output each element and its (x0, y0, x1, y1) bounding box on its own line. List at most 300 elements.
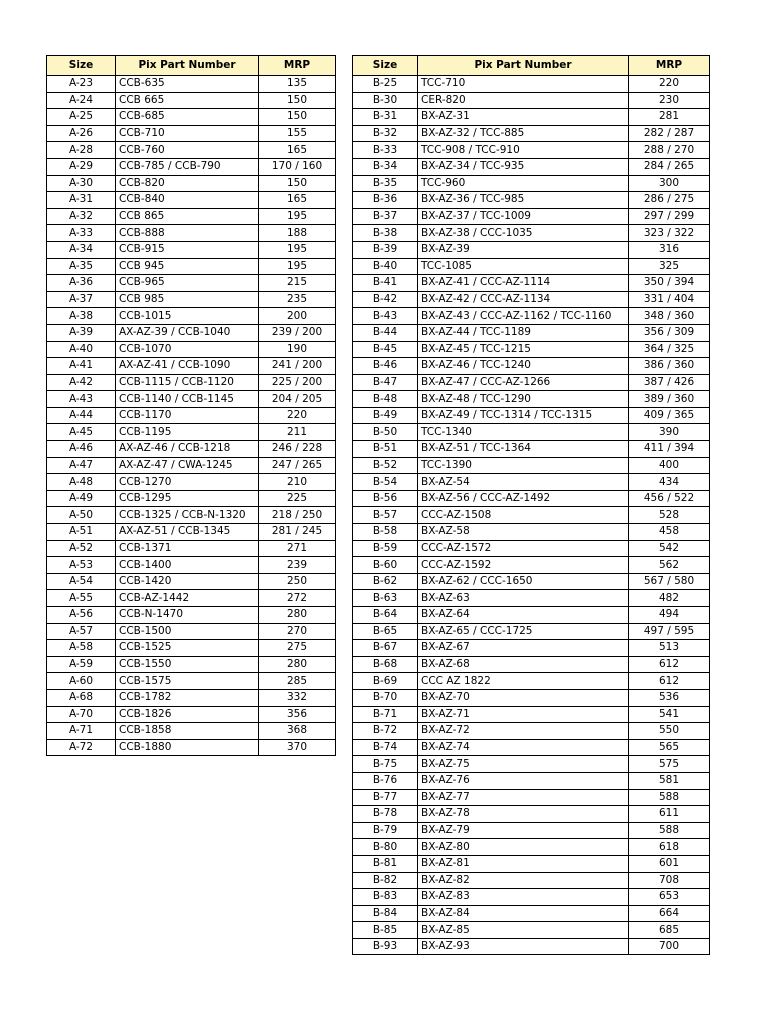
table-row (47, 324, 336, 341)
part-number-cell: CCB 865 (116, 208, 259, 225)
part-number-cell: CCB-1575 (116, 673, 259, 690)
size-cell: B-71 (353, 706, 418, 723)
part-number-cell: BX-AZ-77 (418, 789, 629, 806)
table-row (47, 590, 336, 607)
table-row (47, 175, 336, 192)
table-row (47, 490, 336, 507)
header-size: Size (47, 56, 116, 76)
part-number-cell: BX-AZ-42 / CCC-AZ-1134 (418, 291, 629, 308)
part-number-cell: BX-AZ-48 / TCC-1290 (418, 391, 629, 408)
part-number-cell: CCB 665 (116, 92, 259, 109)
part-number-cell: BX-AZ-39 (418, 241, 629, 258)
header-part-number: Pix Part Number (418, 56, 629, 76)
size-cell: A-60 (47, 673, 116, 690)
table-row (353, 324, 710, 341)
mrp-cell: 200 (259, 308, 336, 325)
size-cell: A-25 (47, 109, 116, 126)
mrp-cell: 332 (259, 689, 336, 706)
part-number-cell: CCC AZ 1822 (418, 673, 629, 690)
mrp-cell: 270 (259, 623, 336, 640)
part-number-cell: BX-AZ-38 / CCC-1035 (418, 225, 629, 242)
table-row (47, 640, 336, 657)
size-cell: A-43 (47, 391, 116, 408)
mrp-cell: 411 / 394 (629, 441, 710, 458)
table-row (353, 607, 710, 624)
size-cell: B-42 (353, 291, 418, 308)
part-number-cell: BX-AZ-41 / CCC-AZ-1114 (418, 275, 629, 292)
size-cell: A-26 (47, 125, 116, 142)
part-number-cell: CCB-1325 / CCB-N-1320 (116, 507, 259, 524)
header-mrp: MRP (259, 56, 336, 76)
mrp-cell: 220 (259, 407, 336, 424)
part-number-cell: BX-AZ-85 (418, 922, 629, 939)
table-row (353, 507, 710, 524)
mrp-cell: 239 / 200 (259, 324, 336, 341)
table-row (353, 76, 710, 93)
table-row (353, 125, 710, 142)
table-row (353, 889, 710, 906)
table-row (47, 706, 336, 723)
size-cell: A-58 (47, 640, 116, 657)
mrp-cell: 356 (259, 706, 336, 723)
table-row (47, 507, 336, 524)
table-row (353, 540, 710, 557)
table-b-body (353, 76, 710, 955)
part-number-cell: CCB-1140 / CCB-1145 (116, 391, 259, 408)
table-row (47, 673, 336, 690)
part-number-cell: CCB-1782 (116, 689, 259, 706)
size-cell: B-54 (353, 474, 418, 491)
table-row (47, 557, 336, 574)
mrp-cell: 434 (629, 474, 710, 491)
size-cell: A-53 (47, 557, 116, 574)
size-cell: A-23 (47, 76, 116, 93)
mrp-cell: 300 (629, 175, 710, 192)
size-cell: A-40 (47, 341, 116, 358)
size-cell: B-93 (353, 938, 418, 955)
mrp-cell: 285 (259, 673, 336, 690)
size-cell: A-57 (47, 623, 116, 640)
mrp-cell: 288 / 270 (629, 142, 710, 159)
size-cell: B-82 (353, 872, 418, 889)
table-row (353, 922, 710, 939)
size-cell: B-58 (353, 524, 418, 541)
size-cell: A-38 (47, 308, 116, 325)
mrp-cell: 370 (259, 739, 336, 756)
part-number-cell: BX-AZ-31 (418, 109, 629, 126)
size-cell: B-80 (353, 839, 418, 856)
part-number-cell: CCB-1295 (116, 490, 259, 507)
table-row (47, 76, 336, 93)
size-cell: A-51 (47, 524, 116, 541)
size-cell: B-46 (353, 358, 418, 375)
table-row (353, 358, 710, 375)
table-row (47, 474, 336, 491)
size-cell: B-64 (353, 607, 418, 624)
part-number-cell: AX-AZ-47 / CWA-1245 (116, 457, 259, 474)
part-number-cell: BX-AZ-45 / TCC-1215 (418, 341, 629, 358)
size-cell: A-34 (47, 241, 116, 258)
mrp-cell: 612 (629, 673, 710, 690)
table-row (47, 391, 336, 408)
size-cell: B-84 (353, 905, 418, 922)
part-number-cell: TCC-1340 (418, 424, 629, 441)
table-row (353, 109, 710, 126)
size-cell: B-63 (353, 590, 418, 607)
size-cell: B-60 (353, 557, 418, 574)
size-cell: A-44 (47, 407, 116, 424)
mrp-cell: 409 / 365 (629, 407, 710, 424)
part-number-cell: CCB 945 (116, 258, 259, 275)
size-cell: B-76 (353, 772, 418, 789)
mrp-cell: 316 (629, 241, 710, 258)
part-number-cell: TCC-1390 (418, 457, 629, 474)
mrp-cell: 135 (259, 76, 336, 93)
part-number-cell: CCB-888 (116, 225, 259, 242)
mrp-cell: 458 (629, 524, 710, 541)
part-number-cell: CCC-AZ-1508 (418, 507, 629, 524)
table-row (47, 723, 336, 740)
size-cell: B-59 (353, 540, 418, 557)
part-number-cell: BX-AZ-83 (418, 889, 629, 906)
part-number-cell: CCB-N-1470 (116, 607, 259, 624)
table-row (47, 258, 336, 275)
mrp-cell: 150 (259, 92, 336, 109)
mrp-cell: 272 (259, 590, 336, 607)
table-row (353, 424, 710, 441)
table-row (47, 275, 336, 292)
mrp-cell: 618 (629, 839, 710, 856)
part-number-cell: BX-AZ-46 / TCC-1240 (418, 358, 629, 375)
mrp-cell: 387 / 426 (629, 374, 710, 391)
mrp-cell: 685 (629, 922, 710, 939)
part-number-cell: AX-AZ-51 / CCB-1345 (116, 524, 259, 541)
size-cell: A-49 (47, 490, 116, 507)
part-number-cell: BX-AZ-67 (418, 640, 629, 657)
part-number-cell: CCB-1270 (116, 474, 259, 491)
mrp-cell: 271 (259, 540, 336, 557)
table-row (47, 341, 336, 358)
part-number-cell: BX-AZ-81 (418, 855, 629, 872)
size-cell: B-70 (353, 689, 418, 706)
mrp-cell: 241 / 200 (259, 358, 336, 375)
size-cell: B-45 (353, 341, 418, 358)
size-cell: B-40 (353, 258, 418, 275)
mrp-cell: 188 (259, 225, 336, 242)
size-cell: A-48 (47, 474, 116, 491)
mrp-cell: 536 (629, 689, 710, 706)
part-number-cell: BX-AZ-49 / TCC-1314 / TCC-1315 (418, 407, 629, 424)
table-row (47, 125, 336, 142)
size-cell: B-25 (353, 76, 418, 93)
size-cell: B-67 (353, 640, 418, 657)
mrp-cell: 225 / 200 (259, 374, 336, 391)
table-row (353, 673, 710, 690)
mrp-cell: 541 (629, 706, 710, 723)
table-row (47, 739, 336, 756)
mrp-cell: 601 (629, 855, 710, 872)
mrp-cell: 155 (259, 125, 336, 142)
mrp-cell: 211 (259, 424, 336, 441)
table-row (353, 241, 710, 258)
table-row (47, 92, 336, 109)
part-number-cell: BX-AZ-79 (418, 822, 629, 839)
mrp-cell: 588 (629, 789, 710, 806)
table-row (353, 739, 710, 756)
table-row (353, 723, 710, 740)
mrp-cell: 165 (259, 142, 336, 159)
mrp-cell: 325 (629, 258, 710, 275)
table-row (47, 225, 336, 242)
table-row (353, 772, 710, 789)
table-row (353, 806, 710, 823)
part-number-cell: BX-AZ-37 / TCC-1009 (418, 208, 629, 225)
mrp-cell: 575 (629, 756, 710, 773)
mrp-cell: 567 / 580 (629, 573, 710, 590)
size-cell: B-47 (353, 374, 418, 391)
table-row (47, 424, 336, 441)
part-number-cell: AX-AZ-39 / CCB-1040 (116, 324, 259, 341)
table-row (353, 474, 710, 491)
part-number-cell: CCB-820 (116, 175, 259, 192)
header-part-number: Pix Part Number (116, 56, 259, 76)
mrp-cell: 513 (629, 640, 710, 657)
size-cell: B-69 (353, 673, 418, 690)
part-number-cell: CCC-AZ-1592 (418, 557, 629, 574)
table-row (353, 192, 710, 209)
table-row (353, 789, 710, 806)
part-number-cell: CCB-1371 (116, 540, 259, 557)
size-cell: B-57 (353, 507, 418, 524)
table-row (353, 839, 710, 856)
part-number-cell: TCC-710 (418, 76, 629, 93)
table-row (353, 656, 710, 673)
part-number-cell: CCB-1015 (116, 308, 259, 325)
table-header-row (353, 56, 710, 76)
part-number-cell: BX-AZ-51 / TCC-1364 (418, 441, 629, 458)
table-row (353, 275, 710, 292)
mrp-cell: 286 / 275 (629, 192, 710, 209)
size-cell: A-59 (47, 656, 116, 673)
part-number-cell: BX-AZ-43 / CCC-AZ-1162 / TCC-1160 (418, 308, 629, 325)
part-number-cell: CCB-1420 (116, 573, 259, 590)
table-row (47, 573, 336, 590)
price-table-a (46, 55, 336, 756)
part-number-cell: CCB-1195 (116, 424, 259, 441)
part-number-cell: BX-AZ-74 (418, 739, 629, 756)
mrp-cell: 280 (259, 607, 336, 624)
mrp-cell: 331 / 404 (629, 291, 710, 308)
part-number-cell: BX-AZ-58 (418, 524, 629, 541)
table-header-row (47, 56, 336, 76)
part-number-cell: CCB-760 (116, 142, 259, 159)
mrp-cell: 494 (629, 607, 710, 624)
table-row (353, 524, 710, 541)
table-row (47, 142, 336, 159)
mrp-cell: 581 (629, 772, 710, 789)
part-number-cell: AX-AZ-46 / CCB-1218 (116, 441, 259, 458)
mrp-cell: 275 (259, 640, 336, 657)
mrp-cell: 195 (259, 208, 336, 225)
size-cell: A-72 (47, 739, 116, 756)
table-row (47, 607, 336, 624)
size-cell: A-24 (47, 92, 116, 109)
part-number-cell: BX-AZ-54 (418, 474, 629, 491)
part-number-cell: AX-AZ-41 / CCB-1090 (116, 358, 259, 375)
header-size: Size (353, 56, 418, 76)
mrp-cell: 150 (259, 175, 336, 192)
size-cell: B-30 (353, 92, 418, 109)
part-number-cell: BX-AZ-82 (418, 872, 629, 889)
size-cell: A-46 (47, 441, 116, 458)
table-row (353, 407, 710, 424)
size-cell: A-50 (47, 507, 116, 524)
size-cell: B-43 (353, 308, 418, 325)
part-number-cell: CCB-915 (116, 241, 259, 258)
mrp-cell: 165 (259, 192, 336, 209)
mrp-cell: 612 (629, 656, 710, 673)
part-number-cell: CCB 985 (116, 291, 259, 308)
size-cell: B-72 (353, 723, 418, 740)
mrp-cell: 235 (259, 291, 336, 308)
table-row (353, 258, 710, 275)
mrp-cell: 364 / 325 (629, 341, 710, 358)
table-row (47, 441, 336, 458)
table-row (47, 457, 336, 474)
table-row (353, 158, 710, 175)
table-row (47, 208, 336, 225)
table-row (353, 208, 710, 225)
size-cell: B-74 (353, 739, 418, 756)
table-row (353, 872, 710, 889)
table-row (353, 689, 710, 706)
size-cell: A-71 (47, 723, 116, 740)
mrp-cell: 664 (629, 905, 710, 922)
mrp-cell: 281 / 245 (259, 524, 336, 541)
part-number-cell: CCB-1826 (116, 706, 259, 723)
table-row (353, 374, 710, 391)
table-row (353, 938, 710, 955)
part-number-cell: BX-AZ-65 / CCC-1725 (418, 623, 629, 640)
part-number-cell: CCB-1170 (116, 407, 259, 424)
part-number-cell: BX-AZ-47 / CCC-AZ-1266 (418, 374, 629, 391)
mrp-cell: 230 (629, 92, 710, 109)
part-number-cell: BX-AZ-44 / TCC-1189 (418, 324, 629, 341)
table-row (47, 689, 336, 706)
part-number-cell: TCC-1085 (418, 258, 629, 275)
mrp-cell: 653 (629, 889, 710, 906)
part-number-cell: BX-AZ-72 (418, 723, 629, 740)
mrp-cell: 246 / 228 (259, 441, 336, 458)
mrp-cell: 247 / 265 (259, 457, 336, 474)
part-number-cell: BX-AZ-76 (418, 772, 629, 789)
mrp-cell: 565 (629, 739, 710, 756)
part-number-cell: BX-AZ-80 (418, 839, 629, 856)
size-cell: A-52 (47, 540, 116, 557)
size-cell: B-79 (353, 822, 418, 839)
size-cell: A-70 (47, 706, 116, 723)
size-cell: B-36 (353, 192, 418, 209)
table-row (353, 490, 710, 507)
size-cell: B-51 (353, 441, 418, 458)
part-number-cell: CCB-710 (116, 125, 259, 142)
mrp-cell: 542 (629, 540, 710, 557)
part-number-cell: CCB-1525 (116, 640, 259, 657)
part-number-cell: BX-AZ-63 (418, 590, 629, 607)
table-row (353, 308, 710, 325)
mrp-cell: 170 / 160 (259, 158, 336, 175)
part-number-cell: BX-AZ-32 / TCC-885 (418, 125, 629, 142)
mrp-cell: 284 / 265 (629, 158, 710, 175)
table-row (47, 308, 336, 325)
size-cell: A-33 (47, 225, 116, 242)
mrp-cell: 323 / 322 (629, 225, 710, 242)
mrp-cell: 150 (259, 109, 336, 126)
mrp-cell: 218 / 250 (259, 507, 336, 524)
mrp-cell: 611 (629, 806, 710, 823)
size-cell: B-68 (353, 656, 418, 673)
size-cell: A-29 (47, 158, 116, 175)
table-row (353, 640, 710, 657)
size-cell: A-36 (47, 275, 116, 292)
size-cell: B-38 (353, 225, 418, 242)
size-cell: A-31 (47, 192, 116, 209)
mrp-cell: 482 (629, 590, 710, 607)
part-number-cell: CCB-635 (116, 76, 259, 93)
table-row (353, 225, 710, 242)
mrp-cell: 250 (259, 573, 336, 590)
mrp-cell: 215 (259, 275, 336, 292)
part-number-cell: BX-AZ-71 (418, 706, 629, 723)
table-a-body (47, 76, 336, 756)
mrp-cell: 356 / 309 (629, 324, 710, 341)
size-cell: B-44 (353, 324, 418, 341)
part-number-cell: BX-AZ-34 / TCC-935 (418, 158, 629, 175)
part-number-cell: CCB-1400 (116, 557, 259, 574)
size-cell: B-65 (353, 623, 418, 640)
part-number-cell: CER-820 (418, 92, 629, 109)
part-number-cell: CCB-1858 (116, 723, 259, 740)
price-table-b (352, 55, 710, 955)
size-cell: A-39 (47, 324, 116, 341)
table-row (47, 158, 336, 175)
table-row (47, 407, 336, 424)
part-number-cell: BX-AZ-62 / CCC-1650 (418, 573, 629, 590)
part-number-cell: BX-AZ-93 (418, 938, 629, 955)
mrp-cell: 204 / 205 (259, 391, 336, 408)
part-number-cell: CCB-965 (116, 275, 259, 292)
size-cell: B-78 (353, 806, 418, 823)
mrp-cell: 348 / 360 (629, 308, 710, 325)
size-cell: A-41 (47, 358, 116, 375)
part-number-cell: BX-AZ-68 (418, 656, 629, 673)
table-row (47, 109, 336, 126)
table-row (47, 192, 336, 209)
table-row (353, 905, 710, 922)
part-number-cell: TCC-908 / TCC-910 (418, 142, 629, 159)
part-number-cell: BX-AZ-64 (418, 607, 629, 624)
table-row (47, 291, 336, 308)
size-cell: B-33 (353, 142, 418, 159)
mrp-cell: 390 (629, 424, 710, 441)
part-number-cell: BX-AZ-70 (418, 689, 629, 706)
part-number-cell: BX-AZ-56 / CCC-AZ-1492 (418, 490, 629, 507)
table-row (353, 175, 710, 192)
size-cell: B-48 (353, 391, 418, 408)
table-row (353, 706, 710, 723)
mrp-cell: 400 (629, 457, 710, 474)
size-cell: B-39 (353, 241, 418, 258)
